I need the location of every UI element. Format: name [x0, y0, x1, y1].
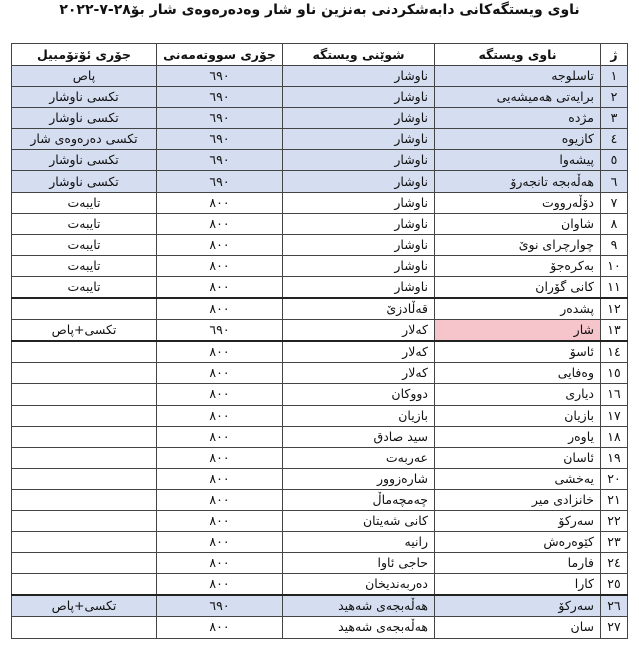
table-row	[12, 510, 628, 531]
station-name-cell: بازیان	[435, 405, 601, 426]
stations-table	[11, 43, 628, 639]
station-location-cell: رانیە	[283, 532, 435, 553]
station-name-cell: ئاسۆ	[435, 341, 601, 363]
fuel-type-cell: ٦٩٠	[157, 320, 283, 342]
station-location-cell: بازیان	[283, 405, 435, 426]
car-type-cell	[12, 298, 157, 320]
row-number: ٢١	[601, 489, 628, 510]
fuel-type-cell: ٨٠٠	[157, 255, 283, 276]
table-row	[12, 426, 628, 447]
row-number: ١١	[601, 276, 628, 298]
table-row	[12, 255, 628, 276]
car-type-cell	[12, 341, 157, 363]
car-type-cell	[12, 468, 157, 489]
station-name-cell: کازیوە	[435, 129, 601, 150]
fuel-type-cell: ٨٠٠	[157, 384, 283, 405]
fuel-type-cell: ٦٩٠	[157, 595, 283, 617]
station-name-cell: کێوەرەش	[435, 532, 601, 553]
station-name-cell: برایەتی هەمیشەیی	[435, 87, 601, 108]
station-name-cell: خانزادی میر	[435, 489, 601, 510]
fuel-type-cell: ٨٠٠	[157, 617, 283, 638]
table-row	[12, 150, 628, 171]
fuel-type-cell: ٨٠٠	[157, 363, 283, 384]
station-location-cell: دەربەندیخان	[283, 574, 435, 596]
station-location-cell: ناوشار	[283, 66, 435, 87]
fuel-type-cell: ٨٠٠	[157, 468, 283, 489]
station-location-cell: ناوشار	[283, 192, 435, 213]
station-location-cell: ناوشار	[283, 171, 435, 192]
row-number: ١٧	[601, 405, 628, 426]
table-row	[12, 320, 628, 342]
fuel-type-cell: ٨٠٠	[157, 276, 283, 298]
car-type-cell	[12, 532, 157, 553]
table-row	[12, 532, 628, 553]
row-number: ٤	[601, 129, 628, 150]
table-row	[12, 553, 628, 574]
fuel-type-cell: ٦٩٠	[157, 87, 283, 108]
station-name-cell: یەخشی	[435, 468, 601, 489]
station-name-cell: شار	[435, 320, 601, 342]
station-name-cell: پیشەوا	[435, 150, 601, 171]
table-row	[12, 171, 628, 192]
header-num: ژ	[601, 44, 628, 66]
station-name-cell: ئاسان	[435, 447, 601, 468]
station-location-cell: ناوشار	[283, 108, 435, 129]
table-row	[12, 574, 628, 596]
station-location-cell: ناوشار	[283, 213, 435, 234]
fuel-type-cell: ٦٩٠	[157, 108, 283, 129]
table-header-row	[12, 44, 628, 66]
station-name-cell: چوارچرای نوێ	[435, 234, 601, 255]
table-row	[12, 192, 628, 213]
car-type-cell	[12, 617, 157, 638]
car-type-cell	[12, 510, 157, 531]
station-name-cell: پشدەر	[435, 298, 601, 320]
row-number: ١٨	[601, 426, 628, 447]
fuel-type-cell: ٨٠٠	[157, 553, 283, 574]
row-number: ١٤	[601, 341, 628, 363]
table-row	[12, 108, 628, 129]
car-type-cell: تکسی+پاص	[12, 595, 157, 617]
car-type-cell: تایبەت	[12, 255, 157, 276]
row-number: ٢٠	[601, 468, 628, 489]
table-row	[12, 341, 628, 363]
row-number: ١٦	[601, 384, 628, 405]
row-number: ٢٧	[601, 617, 628, 638]
row-number: ١٩	[601, 447, 628, 468]
station-name-cell: وەفایی	[435, 363, 601, 384]
table-row	[12, 213, 628, 234]
row-number: ٨	[601, 213, 628, 234]
fuel-type-cell: ٨٠٠	[157, 234, 283, 255]
station-name-cell: دۆڵەرووت	[435, 192, 601, 213]
row-number: ٩	[601, 234, 628, 255]
table-row	[12, 298, 628, 320]
station-location-cell: ناوشار	[283, 87, 435, 108]
table-row	[12, 363, 628, 384]
station-location-cell: ناوشار	[283, 234, 435, 255]
station-location-cell: حاجی ئاوا	[283, 553, 435, 574]
fuel-type-cell: ٨٠٠	[157, 341, 283, 363]
fuel-type-cell: ٨٠٠	[157, 532, 283, 553]
table-row	[12, 87, 628, 108]
fuel-type-cell: ٨٠٠	[157, 574, 283, 596]
row-number: ٧	[601, 192, 628, 213]
station-location-cell: کەلار	[283, 320, 435, 342]
station-name-cell: هەڵەبجە تانجەرۆ	[435, 171, 601, 192]
table-row	[12, 617, 628, 638]
header-fuel-type: جۆری سووتەمەنی	[157, 44, 283, 66]
car-type-cell	[12, 405, 157, 426]
car-type-cell	[12, 489, 157, 510]
row-number: ٦	[601, 171, 628, 192]
fuel-type-cell: ٦٩٠	[157, 129, 283, 150]
car-type-cell: تکسی ناوشار	[12, 171, 157, 192]
row-number: ٢	[601, 87, 628, 108]
fuel-type-cell: ٨٠٠	[157, 426, 283, 447]
table-row	[12, 489, 628, 510]
table-row	[12, 66, 628, 87]
fuel-type-cell: ٨٠٠	[157, 405, 283, 426]
car-type-cell: تکسی ناوشار	[12, 87, 157, 108]
car-type-cell: تکسی ناوشار	[12, 150, 157, 171]
row-number: ١	[601, 66, 628, 87]
car-type-cell: تایبەت	[12, 213, 157, 234]
page-title: ناوی ویستگەکانی دابەشکردنی بەنزین ناو شار وەدەرەوەی شار بۆ٢٨-٧-٢٠٢٢	[59, 2, 580, 18]
station-location-cell: کەلار	[283, 341, 435, 363]
fuel-type-cell: ٨٠٠	[157, 489, 283, 510]
row-number: ١٠	[601, 255, 628, 276]
station-location-cell: ناوشار	[283, 129, 435, 150]
station-location-cell: هەڵەبجەی شەهید	[283, 595, 435, 617]
header-car-type: جۆری ئۆتۆمبیل	[12, 44, 157, 66]
header-station-location: شوێنی ویستگە	[283, 44, 435, 66]
station-name-cell: بەکرەجۆ	[435, 255, 601, 276]
station-location-cell: ناوشار	[283, 150, 435, 171]
header-station-name: ناوی ویستگە	[435, 44, 601, 66]
station-location-cell: دووکان	[283, 384, 435, 405]
station-name-cell: کارا	[435, 574, 601, 596]
station-location-cell: ناوشار	[283, 255, 435, 276]
car-type-cell	[12, 384, 157, 405]
car-type-cell	[12, 363, 157, 384]
station-location-cell: کەلار	[283, 363, 435, 384]
fuel-type-cell: ٨٠٠	[157, 192, 283, 213]
car-type-cell	[12, 447, 157, 468]
row-number: ٥	[601, 150, 628, 171]
station-location-cell: شارەزوور	[283, 468, 435, 489]
fuel-type-cell: ٦٩٠	[157, 150, 283, 171]
row-number: ١٥	[601, 363, 628, 384]
table-row	[12, 234, 628, 255]
table-row	[12, 129, 628, 150]
station-name-cell: شاوان	[435, 213, 601, 234]
fuel-type-cell: ٨٠٠	[157, 298, 283, 320]
station-location-cell: قەڵادزێ	[283, 298, 435, 320]
station-name-cell: تاسلوجە	[435, 66, 601, 87]
station-location-cell: ناوشار	[283, 276, 435, 298]
fuel-type-cell: ٦٩٠	[157, 66, 283, 87]
station-name-cell: مژدە	[435, 108, 601, 129]
station-name-cell: سان	[435, 617, 601, 638]
station-location-cell: کانی شەیتان	[283, 510, 435, 531]
table-row	[12, 276, 628, 298]
table-row	[12, 595, 628, 617]
station-name-cell: کانی گۆران	[435, 276, 601, 298]
car-type-cell: تکسی ناوشار	[12, 108, 157, 129]
car-type-cell: تایبەت	[12, 234, 157, 255]
row-number: ١٣	[601, 320, 628, 342]
table-row	[12, 405, 628, 426]
car-type-cell: تکسی+پاص	[12, 320, 157, 342]
table-row	[12, 468, 628, 489]
station-location-cell: عەربەت	[283, 447, 435, 468]
row-number: ١٢	[601, 298, 628, 320]
station-location-cell: هەڵەبجەی شەهید	[283, 617, 435, 638]
car-type-cell: تایبەت	[12, 276, 157, 298]
station-name-cell: سەرکۆ	[435, 510, 601, 531]
station-name-cell: فارما	[435, 553, 601, 574]
fuel-type-cell: ٨٠٠	[157, 447, 283, 468]
row-number: ٢٥	[601, 574, 628, 596]
table-row	[12, 384, 628, 405]
table-row	[12, 447, 628, 468]
car-type-cell	[12, 426, 157, 447]
car-type-cell: پاص	[12, 66, 157, 87]
station-location-cell: چەمچەماڵ	[283, 489, 435, 510]
row-number: ٣	[601, 108, 628, 129]
station-location-cell: سید صادق	[283, 426, 435, 447]
fuel-type-cell: ٦٩٠	[157, 171, 283, 192]
car-type-cell: تکسی دەرەوەی شار	[12, 129, 157, 150]
station-name-cell: سەرکۆ	[435, 595, 601, 617]
car-type-cell	[12, 553, 157, 574]
fuel-type-cell: ٨٠٠	[157, 213, 283, 234]
station-name-cell: دیاری	[435, 384, 601, 405]
car-type-cell: تایبەت	[12, 192, 157, 213]
row-number: ٢٢	[601, 510, 628, 531]
fuel-type-cell: ٨٠٠	[157, 510, 283, 531]
row-number: ٢٣	[601, 532, 628, 553]
station-name-cell: یاوەر	[435, 426, 601, 447]
row-number: ٢٦	[601, 595, 628, 617]
car-type-cell	[12, 574, 157, 596]
row-number: ٢٤	[601, 553, 628, 574]
